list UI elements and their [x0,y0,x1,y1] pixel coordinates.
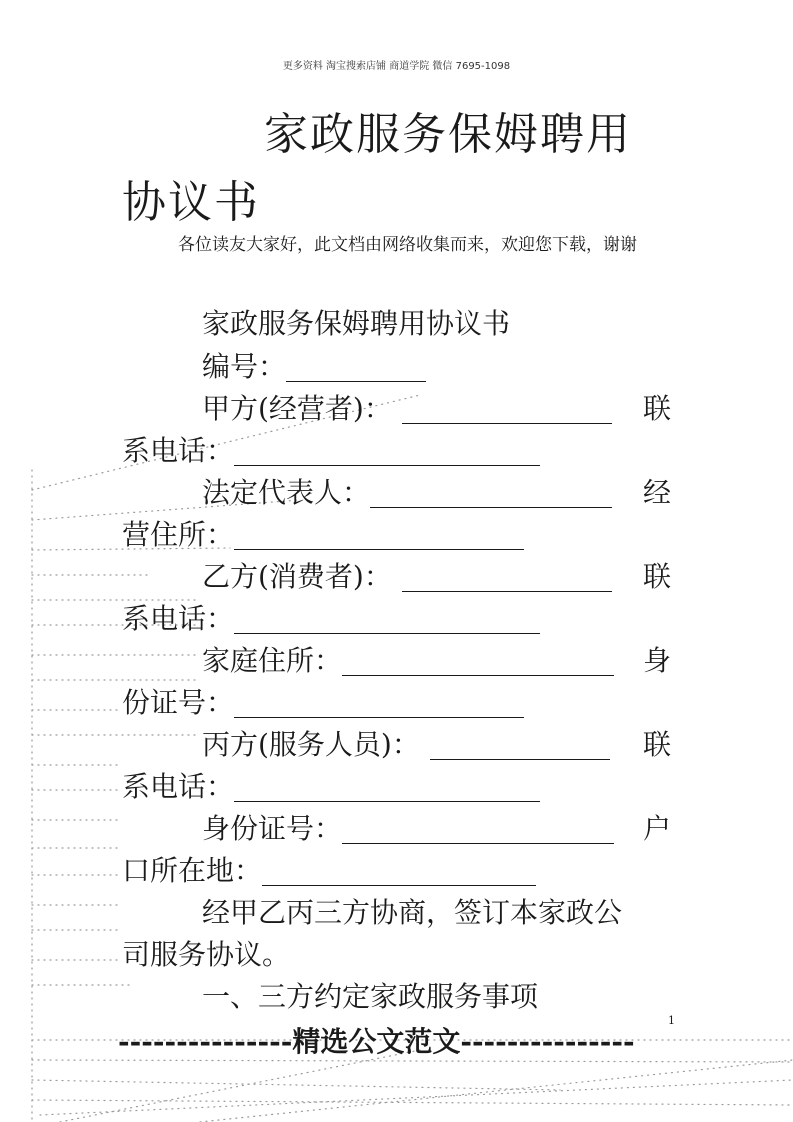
id-blank-2 [342,813,614,844]
header-note: 更多资料 淘宝搜索店铺 商道学院 微信 7695-1098 [282,61,511,72]
party-a-row [202,388,612,430]
document-title-line-2: 协议书 [122,177,260,228]
document-title-line-1: 家政服务保姆聘用 [264,109,632,160]
agreement-title: 家政服务保姆聘用协议书 [202,307,511,340]
residence-row [122,850,536,892]
greeting-text: 各位读友大家好，此文档由网络收集而来，欢迎您下载，谢谢 [178,235,637,255]
phone-blank-3 [234,771,540,802]
party-b-blank [402,561,612,592]
residence-blank [262,855,536,886]
party-a-tail: 联 [643,392,672,425]
home-address-tail: 身 [643,644,672,677]
number-blank [286,351,426,382]
party-c-tail: 联 [643,728,672,761]
phone-row-3 [122,766,540,808]
phone-label-3: 系电话： [122,770,235,803]
business-address-label: 营住所： [122,518,235,551]
id-tail: 户 [643,812,672,845]
business-address-row [122,514,524,556]
legal-rep-row [202,472,612,514]
party-a-blank [402,393,612,424]
residence-label: 口所在地： [122,854,263,887]
phone-label-1: 系电话： [122,434,235,467]
phone-row-2 [122,598,540,640]
party-a-label: 甲方(经营者)： [202,392,392,425]
phone-row-1 [122,430,540,472]
home-address-label: 家庭住所： [202,644,343,677]
number-row [202,346,426,388]
section-heading: 一、三方约定家政服务事项 [202,980,539,1013]
phone-blank-1 [234,435,540,466]
phone-blank-2 [234,603,540,634]
party-c-blank [430,729,610,760]
party-b-label: 乙方(消费者)： [202,560,392,593]
party-b-row [202,556,612,598]
id-label-2: 身份证号： [202,812,343,845]
legal-rep-blank [370,477,612,508]
home-address-row [202,640,614,682]
party-b-tail: 联 [643,560,672,593]
party-c-label: 丙方(服务人员)： [202,728,420,761]
party-c-row [202,724,610,766]
id-label-1: 份证号： [122,686,235,719]
home-address-blank [342,645,614,676]
number-label: 编号： [202,350,287,383]
phone-label-2: 系电话： [122,602,235,635]
id-row-1 [122,682,524,724]
id-blank-1 [234,687,524,718]
page-number: 1 [668,1014,675,1027]
footer-banner: ---------------精选公文范文--------------- [118,1025,635,1058]
legal-rep-label: 法定代表人： [202,476,371,509]
negotiation-line-2: 司服务协议。 [122,938,291,971]
business-address-blank [234,519,524,550]
negotiation-line-1: 经甲乙丙三方协商，签订本家政公 [202,896,623,929]
id-row-2 [202,808,614,850]
legal-rep-tail: 经 [643,476,672,509]
